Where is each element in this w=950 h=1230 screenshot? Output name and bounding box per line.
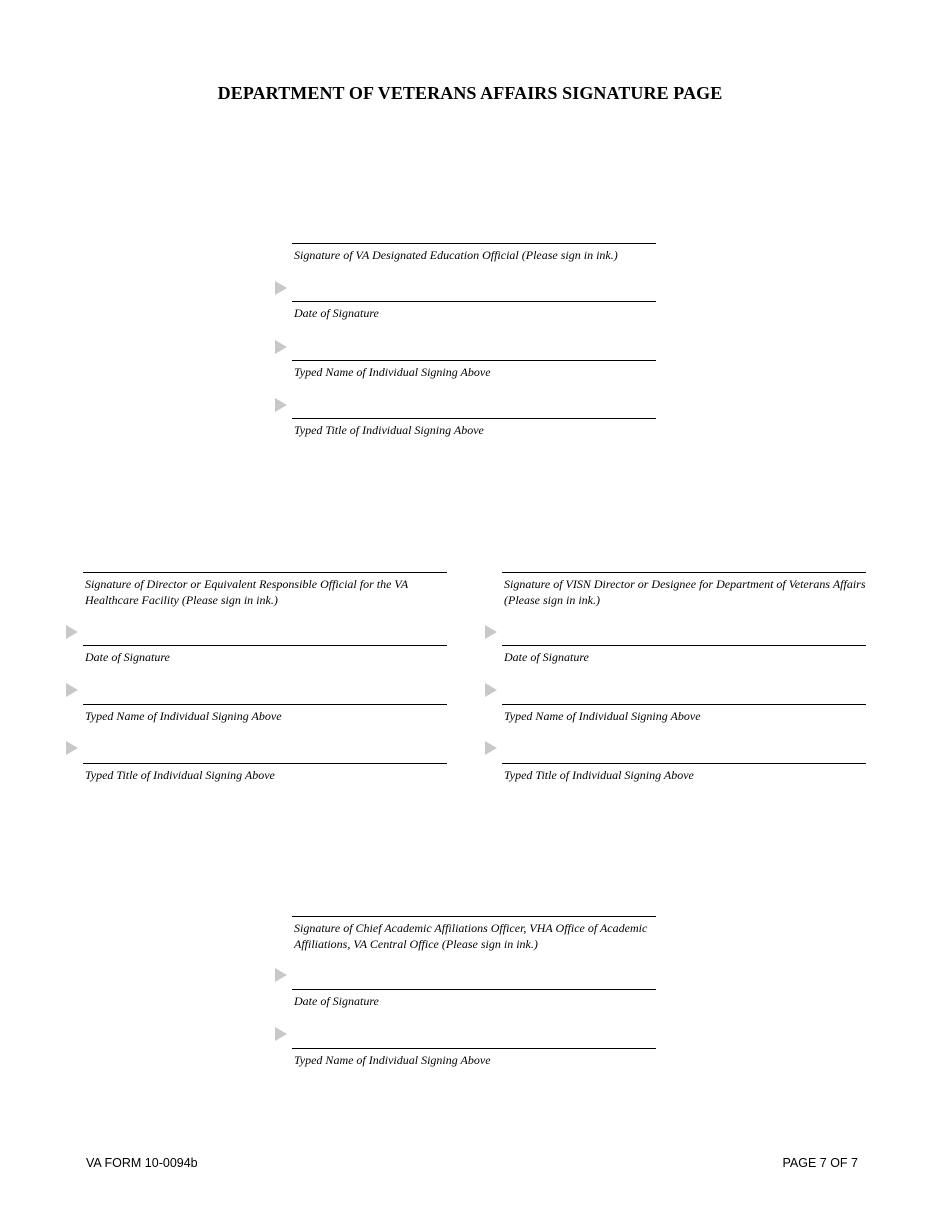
date-field[interactable]: [83, 645, 447, 704]
typed-name-field[interactable]: [502, 704, 866, 763]
typed-title-field-label: Typed Title of Individual Signing Above: [85, 768, 275, 782]
sign-here-arrow-icon: [275, 1027, 287, 1041]
signature-field-label: Signature of VA Designated Education Official (Please sign in ink.): [294, 248, 618, 262]
sign-here-arrow-icon: [485, 625, 497, 639]
signature-field-label: Signature of Director or Equivalent Responsible Official for the VA Healthcare Facility (Please sign in ink.): [85, 577, 408, 607]
typed-title-field-label: Typed Title of Individual Signing Above: [294, 423, 484, 437]
sign-here-arrow-icon: [275, 340, 287, 354]
date-field-label: Date of Signature: [504, 650, 589, 664]
sign-here-arrow-icon: [485, 683, 497, 697]
signature-block-facility-director: [83, 572, 447, 784]
signature-block-education-official: [292, 243, 656, 439]
signature-field[interactable]: [292, 243, 656, 301]
sign-here-arrow-icon: [275, 281, 287, 295]
signature-block-chief-academic-affiliations-officer: [292, 916, 656, 1069]
date-field-label: Date of Signature: [294, 994, 379, 1008]
date-field-label: Date of Signature: [85, 650, 170, 664]
date-field[interactable]: [292, 989, 656, 1048]
typed-name-field[interactable]: [292, 1048, 656, 1069]
typed-title-field[interactable]: [83, 763, 447, 784]
typed-name-field[interactable]: [83, 704, 447, 763]
signature-field[interactable]: [292, 916, 656, 989]
signature-field[interactable]: [502, 572, 866, 645]
signature-field-label: Signature of VISN Director or Designee for Department of Veterans Affairs (Please sign in ink.): [504, 577, 866, 607]
typed-title-field[interactable]: [292, 418, 656, 439]
typed-name-field-label: Typed Name of Individual Signing Above: [294, 365, 491, 379]
typed-name-field[interactable]: [292, 360, 656, 418]
page-title: DEPARTMENT OF VETERANS AFFAIRS SIGNATURE PAGE: [217, 83, 723, 103]
signature-field[interactable]: [83, 572, 447, 645]
sign-here-arrow-icon: [66, 683, 78, 697]
typed-name-field-label: Typed Name of Individual Signing Above: [85, 709, 282, 723]
sign-here-arrow-icon: [275, 398, 287, 412]
sign-here-arrow-icon: [275, 968, 287, 982]
typed-name-field-label: Typed Name of Individual Signing Above: [504, 709, 701, 723]
page-number: PAGE 7 OF 7: [782, 1156, 858, 1170]
date-field-label: Date of Signature: [294, 306, 379, 320]
sign-here-arrow-icon: [485, 741, 497, 755]
typed-title-field[interactable]: [502, 763, 866, 784]
date-field[interactable]: [502, 645, 866, 704]
date-field[interactable]: [292, 301, 656, 360]
signature-field-label: Signature of Chief Academic Affiliations Officer, VHA Office of Academic Affiliations, VA Central Office (Please sign in ink.): [294, 921, 648, 951]
form-id: VA FORM 10-0094b: [86, 1156, 198, 1170]
sign-here-arrow-icon: [66, 625, 78, 639]
signature-block-visn-director: [502, 572, 866, 784]
typed-title-field-label: Typed Title of Individual Signing Above: [504, 768, 694, 782]
typed-name-field-label: Typed Name of Individual Signing Above: [294, 1053, 491, 1067]
sign-here-arrow-icon: [66, 741, 78, 755]
